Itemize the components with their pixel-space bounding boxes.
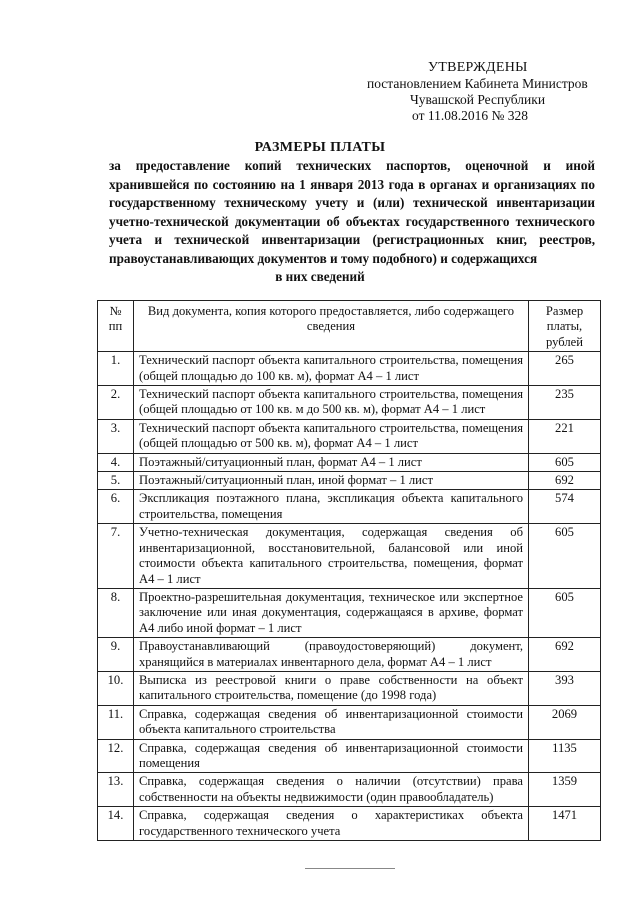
row-number: 1. [98,352,134,386]
table-row [98,472,601,490]
table-row [98,453,601,471]
table-row [98,671,601,705]
row-description: Справка, содержащая сведения об инвентаризационной стоимости объекта капитального строительства [134,705,529,739]
document-subtitle: за предоставление копий технических паспортов, оценочной и иной хранившейся по состоянию на 1 января 2013 года в органах и организациях по государственному техническому учету и (или) технической инвентаризации учетно-технической документации об объектах государственного технического учета и технической инвентаризации (регистрационных книг, реестров, правоустанавливающих документов и тому подобного) и содержащихся [109,158,595,266]
row-price: 605 [529,524,601,589]
row-description: Выписка из реестровой книги о праве собственности на объект капитального строительства, помещение (до 1998 года) [134,671,529,705]
row-price: 2069 [529,705,601,739]
row-description: Поэтажный/ситуационный план, иной формат – 1 лист [134,472,529,490]
row-description: Экспликация поэтажного плана, экспликация объекта капитального строительства, помещения [134,490,529,524]
header-document: Вид документа, копия которого предоставляется, либо содержащего сведения [134,301,529,352]
row-number: 5. [98,472,134,490]
row-price: 692 [529,638,601,672]
row-price: 605 [529,453,601,471]
table-body [98,352,601,841]
row-description: Правоустанавливающий (правоудостоверяющий) документ, хранящийся в материалах инвентарного дела, формат А4 – 1 лист [134,638,529,672]
row-price: 265 [529,352,601,386]
row-number: 14. [98,807,134,841]
table-row [98,386,601,420]
header-num: № пп [98,301,134,352]
row-number: 9. [98,638,134,672]
row-description: Справка, содержащая сведения о наличии (отсутствии) права собственности на объекты недвижимости (один правообладатель) [134,773,529,807]
table-row [98,638,601,672]
approval-line-2: постановлением Кабинета Министров [367,76,588,91]
row-price: 221 [529,419,601,453]
table-row [98,524,601,589]
row-price: 393 [529,671,601,705]
row-price: 1359 [529,773,601,807]
row-description: Проектно-разрешительная документация, техническое или экспертное заключение или иная документация, содержащаяся в архиве, формат А4 либо иной формат – 1 лист [134,588,529,637]
row-price: 1135 [529,739,601,773]
row-number: 11. [98,705,134,739]
row-number: 13. [98,773,134,807]
row-number: 3. [98,419,134,453]
table-row [98,588,601,637]
approval-line-3: Чувашской Республики [410,92,546,107]
row-description: Технический паспорт объекта капитального строительства, помещения (общей площадью до 100 кв. м), формат А4 – 1 лист [134,352,529,386]
table-row [98,419,601,453]
fees-table [97,300,601,841]
row-number: 8. [98,588,134,637]
approval-block [340,60,620,124]
row-description: Технический паспорт объекта капитального строительства, помещения (общей площадью от 500 кв. м), формат А4 – 1 лист [134,419,529,453]
row-description: Справка, содержащая сведения о характеристиках объекта государственного технического учета [134,807,529,841]
table-row [98,739,601,773]
row-price: 235 [529,386,601,420]
document-title: РАЗМЕРЫ ПЛАТЫ [254,140,386,155]
approval-line-1: УТВЕРЖДЕНЫ [428,60,528,75]
table-row [98,773,601,807]
row-number: 2. [98,386,134,420]
row-number: 6. [98,490,134,524]
table-row [98,705,601,739]
approval-line-4: от 11.08.2016 № 328 [412,108,528,123]
table-row [98,807,601,841]
table-header-row [98,301,601,352]
document-subtitle-end: в них сведений [275,269,365,284]
row-number: 7. [98,524,134,589]
table-row [98,352,601,386]
bottom-divider [305,868,395,869]
row-price: 574 [529,490,601,524]
row-number: 12. [98,739,134,773]
row-description: Технический паспорт объекта капитального строительства, помещения (общей площадью от 100 кв. м до 500 кв. м), формат А4 – 1 лист [134,386,529,420]
table-row [98,490,601,524]
header-price: Размер платы, рублей [529,301,601,352]
row-description: Справка, содержащая сведения об инвентаризационной стоимости помещения [134,739,529,773]
row-description: Учетно-техническая документация, содержащая сведения об инвентаризационной, восстановительной, балансовой или иной стоимости объекта капитального строительства, помещения, формат А4 – 1 лист [134,524,529,589]
row-number: 4. [98,453,134,471]
row-price: 692 [529,472,601,490]
row-number: 10. [98,671,134,705]
row-price: 1471 [529,807,601,841]
row-price: 605 [529,588,601,637]
row-description: Поэтажный/ситуационный план, формат А4 – 1 лист [134,453,529,471]
